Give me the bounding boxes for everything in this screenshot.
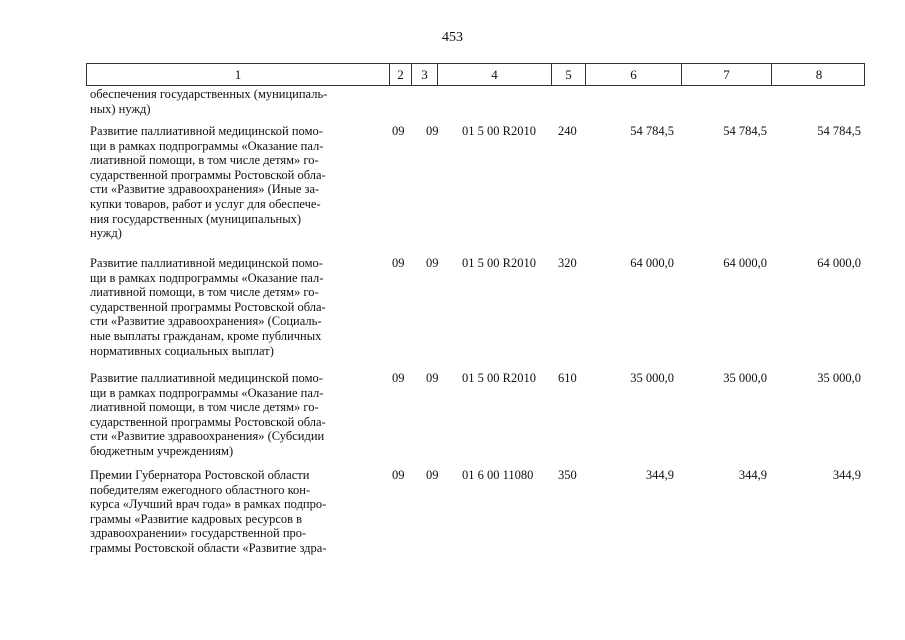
row-col-2: 09 <box>392 256 405 270</box>
header-col-7: 7 <box>681 64 771 85</box>
continuation-text: обеспечения государственных (муниципаль- ных) нужд) <box>90 87 328 116</box>
header-col-5: 5 <box>551 64 585 85</box>
row-description: Развитие паллиативной медицинской помо- щи в рамках подпрограммы «Оказание пал- лиативной помощи, в том числе детям» го- сударственной программы Ростовской обла- сти «Развитие здравоохранения» (Социаль- ные выплаты гражданам, кроме публичных нормативных социальных выплат) <box>90 256 326 358</box>
row-col-7: 344,9 <box>738 468 767 482</box>
row-col-5: 610 <box>558 371 577 385</box>
row-col-7: 35 000,0 <box>723 371 767 385</box>
table-row <box>86 124 865 256</box>
header-col-4: 4 <box>437 64 551 85</box>
row-col-8: 35 000,0 <box>817 371 861 385</box>
row-col-3: 09 <box>426 468 439 482</box>
row-col-4: 01 5 00 R2010 <box>462 124 536 138</box>
row-col-3: 09 <box>426 371 439 385</box>
row-col-5: 350 <box>558 468 577 482</box>
table-row <box>86 468 865 563</box>
row-col-5: 240 <box>558 124 577 138</box>
row-col-3: 09 <box>426 256 439 270</box>
continuation-row <box>86 86 865 116</box>
row-col-6: 64 000,0 <box>630 256 674 270</box>
row-description: Развитие паллиативной медицинской помо- щи в рамках подпрограммы «Оказание пал- лиативной помощи, в том числе детям» го- сударственной программы Ростовской обла- сти «Развитие здравоохранения» (Иные за- купки товаров, работ и услуг для обеспече- ния государственных (муниципальных) нужд) <box>90 124 326 241</box>
row-col-3: 09 <box>426 124 439 138</box>
page-number: 453 <box>442 30 463 45</box>
row-col-8: 54 784,5 <box>817 124 861 138</box>
header-col-3: 3 <box>411 64 437 85</box>
row-col-8: 344,9 <box>832 468 861 482</box>
row-col-2: 09 <box>392 124 405 138</box>
row-description: Развитие паллиативной медицинской помо- щи в рамках подпрограммы «Оказание пал- лиативной помощи, в том числе детям» го- сударственной программы Ростовской обла- сти «Развитие здравоохранения» (Субсидии бюджетным учреждениям) <box>90 371 326 458</box>
header-col-2: 2 <box>389 64 411 85</box>
table-header <box>86 63 865 86</box>
row-col-6: 344,9 <box>645 468 674 482</box>
table-row <box>86 256 865 371</box>
row-col-2: 09 <box>392 468 405 482</box>
row-description: Премии Губернатора Ростовской области победителям ежегодного областного кон- курса «Лучший врач года» в рамках подпро- граммы «Развитие кадровых ресурсов в здравоохранении» государственной про- граммы Ростовской области «Развитие здра- <box>90 468 327 555</box>
row-col-6: 54 784,5 <box>630 124 674 138</box>
row-col-4: 01 5 00 R2010 <box>462 256 536 270</box>
table-row <box>86 371 865 468</box>
row-col-5: 320 <box>558 256 577 270</box>
row-col-8: 64 000,0 <box>817 256 861 270</box>
row-col-4: 01 5 00 R2010 <box>462 371 536 385</box>
row-col-7: 54 784,5 <box>723 124 767 138</box>
row-col-2: 09 <box>392 371 405 385</box>
row-col-6: 35 000,0 <box>630 371 674 385</box>
header-col-1: 1 <box>234 67 242 82</box>
header-col-8: 8 <box>771 64 866 85</box>
row-col-7: 64 000,0 <box>723 256 767 270</box>
budget-table <box>86 63 865 563</box>
header-col-6: 6 <box>585 64 681 85</box>
row-col-4: 01 6 00 11080 <box>462 468 534 482</box>
